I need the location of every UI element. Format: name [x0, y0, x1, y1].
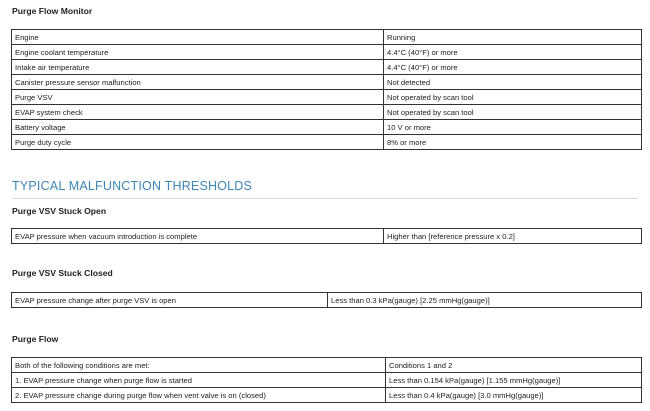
vsv-stuck-closed-heading: Purge VSV Stuck Closed	[12, 268, 113, 278]
table-row	[12, 60, 642, 75]
table-row	[12, 30, 642, 45]
vsv-stuck-open-table	[11, 228, 642, 244]
table-cell-condition: 1. EVAP pressure change when purge flow is started	[12, 373, 386, 388]
table-cell-condition: EVAP system check	[12, 105, 384, 120]
table-cell-condition: 2. EVAP pressure change during purge flow when vent valve is on (closed)	[12, 388, 386, 403]
table-row	[12, 45, 642, 60]
table-cell-condition: Battery voltage	[12, 120, 384, 135]
table-row	[12, 229, 642, 244]
table-cell-condition: Purge duty cycle	[12, 135, 384, 150]
table-cell-condition: Both of the following conditions are met:	[12, 358, 386, 373]
table-cell-condition: Engine	[12, 30, 384, 45]
table-row	[12, 388, 642, 403]
table-cell-value: Not operated by scan tool	[384, 90, 642, 105]
table-cell-condition: EVAP pressure when vacuum introduction is complete	[12, 229, 384, 244]
table-row	[12, 293, 642, 308]
purge-flow-table	[11, 357, 642, 403]
table-cell-value: Higher than [reference pressure x 0.2]	[384, 229, 642, 244]
table-row	[12, 373, 642, 388]
table-row	[12, 358, 642, 373]
purge-flow-monitor-table	[11, 29, 642, 150]
table-row	[12, 120, 642, 135]
table-cell-condition: Purge VSV	[12, 90, 384, 105]
table-cell-value: 4.4°C (40°F) or more	[384, 60, 642, 75]
section-title: TYPICAL MALFUNCTION THRESHOLDS	[12, 179, 253, 193]
table-row	[12, 135, 642, 150]
table-cell-value: Running	[384, 30, 642, 45]
purge-flow-monitor-heading: Purge Flow Monitor	[12, 6, 93, 16]
table-row	[12, 75, 642, 90]
vsv-stuck-closed-table	[11, 292, 642, 308]
vsv-stuck-open-heading: Purge VSV Stuck Open	[12, 206, 107, 216]
table-cell-condition: Canister pressure sensor malfunction	[12, 75, 384, 90]
section-divider	[12, 198, 638, 199]
table-cell-condition: EVAP pressure change after purge VSV is open	[12, 293, 328, 308]
table-row	[12, 105, 642, 120]
purge-flow-heading: Purge Flow	[12, 334, 59, 344]
table-cell-value: Not detected	[384, 75, 642, 90]
table-cell-condition: Engine coolant temperature	[12, 45, 384, 60]
table-cell-value: Not operated by scan tool	[384, 105, 642, 120]
table-cell-condition: Intake air temperature	[12, 60, 384, 75]
table-row	[12, 90, 642, 105]
table-cell-value: 4.4°C (40°F) or more	[384, 45, 642, 60]
table-cell-value: 10 V or more	[384, 120, 642, 135]
table-cell-value: Less than 0.154 kPa(gauge) [1.155 mmHg(gauge)]	[386, 373, 642, 388]
table-cell-value: Less than 0.4 kPa(gauge) [3.0 mmHg(gauge)]	[386, 388, 642, 403]
table-cell-value: 8% or more	[384, 135, 642, 150]
table-cell-value: Less than 0.3 kPa(gauge) [2.25 mmHg(gauge)]	[328, 293, 642, 308]
table-cell-value: Conditions 1 and 2	[386, 358, 642, 373]
